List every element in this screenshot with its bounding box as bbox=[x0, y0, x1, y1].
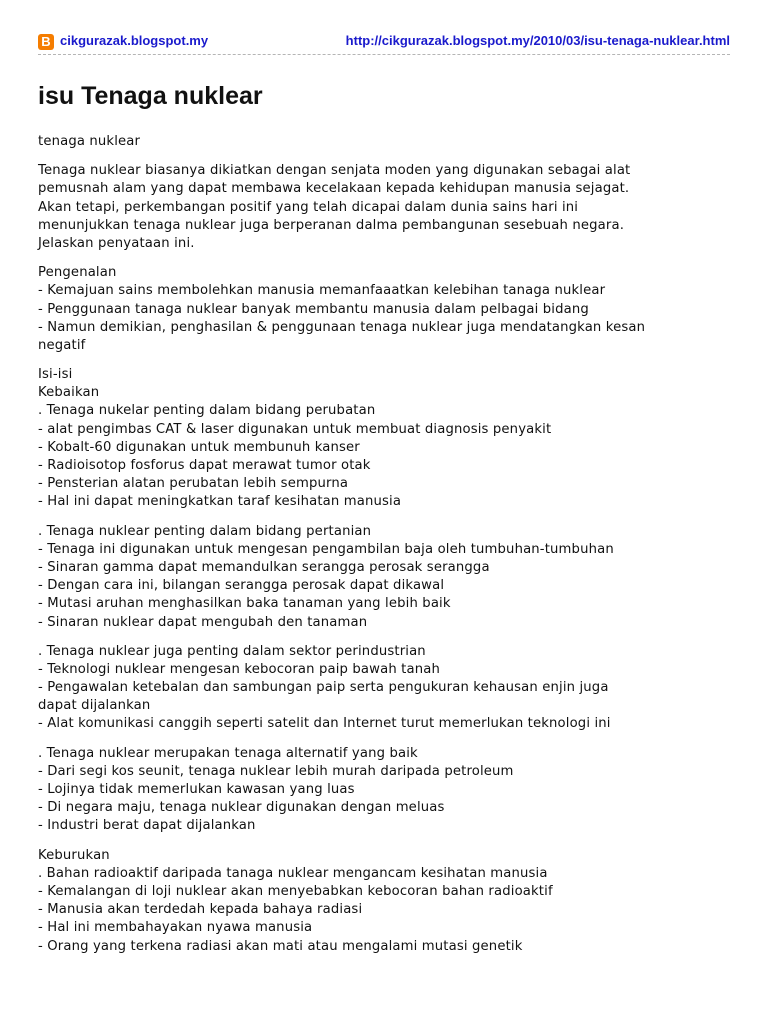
text-line: - Mutasi aruhan menghasilkan baka tanaman yang lebih baik bbox=[38, 596, 451, 612]
paragraph bbox=[38, 133, 738, 151]
text-line: - Manusia akan terdedah kepada bahaya radiasi bbox=[38, 902, 363, 918]
paragraph bbox=[38, 643, 738, 734]
text-line: - Alat komunikasi canggih seperti satelit dan Internet turut memerlukan teknologi ini bbox=[38, 716, 611, 732]
paragraph bbox=[38, 745, 738, 836]
text-line: - Kobalt-60 digunakan untuk membunuh kanser bbox=[38, 439, 360, 455]
text-line: - Hal ini dapat meningkatkan taraf kesihatan manusia bbox=[38, 494, 402, 510]
paragraph bbox=[38, 523, 738, 632]
text-line: Pengenalan bbox=[38, 265, 117, 281]
text-line: . Tenaga nukelar penting dalam bidang perubatan bbox=[38, 403, 376, 419]
page-title: isu Tenaga nuklear bbox=[38, 82, 263, 110]
text-line: Akan tetapi, perkembangan positif yang telah dicapai dalam dunia sains hari ini bbox=[38, 199, 579, 215]
text-line: - Lojinya tidak memerlukan kawasan yang luas bbox=[38, 782, 355, 797]
blogger-logo-icon: B bbox=[38, 34, 54, 50]
text-line: - Industri berat dapat dijalankan bbox=[38, 818, 256, 834]
paragraph bbox=[38, 366, 738, 512]
text-line: - Tenaga ini digunakan untuk mengesan pengambilan baja oleh tumbuhan-tumbuhan bbox=[38, 541, 614, 557]
text-line: - Sinaran gamma dapat memandulkan serangga perosak serangga bbox=[38, 559, 490, 575]
page-header bbox=[38, 32, 730, 55]
paragraph bbox=[38, 847, 738, 956]
text-line: . Tenaga nuklear merupakan tenaga alternatif yang baik bbox=[38, 745, 418, 761]
text-line: - Teknologi nuklear mengesan kebocoran paip bawah tanah bbox=[38, 661, 440, 677]
text-line: dapat dijalankan bbox=[38, 698, 151, 714]
text-line: menunjukkan tenaga nuklear juga berperanan dalma pembangunan sesebuah negara. bbox=[38, 217, 625, 233]
site-link[interactable]: cikgurazak.blogspot.my bbox=[60, 33, 209, 48]
paragraph bbox=[38, 264, 738, 355]
text-line: - Hal ini membahayakan nyawa manusia bbox=[38, 920, 313, 936]
text-line: - Di negara maju, tenaga nuklear digunakan dengan meluas bbox=[38, 800, 445, 816]
text-line: - Penggunaan tanaga nuklear banyak membantu manusia dalam pelbagai bidang bbox=[38, 301, 589, 317]
text-line: pemusnah alam yang dapat membawa kecelakaan kepada kehidupan manusia sejagat. bbox=[38, 181, 630, 197]
text-line: - Dari segi kos seunit, tenaga nuklear lebih murah daripada petroleum bbox=[38, 763, 514, 779]
post-url-link[interactable]: http://cikgurazak.blogspot.my/2010/03/isu-tenaga-nuklear.html bbox=[345, 33, 730, 48]
text-line: . Tenaga nuklear penting dalam bidang pertanian bbox=[38, 523, 372, 539]
article-body bbox=[38, 133, 738, 967]
text-line: - alat pengimbas CAT & laser digunakan untuk membuat diagnosis penyakit bbox=[38, 421, 552, 437]
text-line: negatif bbox=[38, 337, 86, 353]
text-line: - Kemajuan sains membolehkan manusia memanfaaatkan kelebihan tanaga nuklear bbox=[38, 283, 606, 299]
text-line: - Pensterian alatan perubatan lebih sempurna bbox=[38, 476, 349, 492]
text-line: - Namun demikian, penghasilan & penggunaan tenaga nuklear juga mendatangkan kesan bbox=[38, 319, 646, 335]
text-line: Tenaga nuklear biasanya dikiatkan dengan senjata moden yang digunakan sebagai alat bbox=[38, 163, 631, 179]
text-line: - Dengan cara ini, bilangan serangga perosak dapat dikawal bbox=[38, 578, 445, 594]
text-line: - Pengawalan ketebalan dan sambungan paip serta pengukuran kehausan enjin juga bbox=[38, 680, 609, 696]
text-line: - Orang yang terkena radiasi akan mati atau mengalami mutasi genetik bbox=[38, 938, 523, 954]
text-line: Isi-isi bbox=[38, 367, 73, 383]
text-line: . Bahan radioaktif daripada tanaga nuklear mengancam kesihatan manusia bbox=[38, 865, 548, 881]
text-line: - Sinaran nuklear dapat mengubah den tanaman bbox=[38, 614, 368, 630]
text-line: - Radioisotop fosforus dapat merawat tumor otak bbox=[38, 458, 371, 473]
text-line: Jelaskan penyataan ini. bbox=[38, 235, 195, 251]
paragraph bbox=[38, 162, 738, 253]
text-line: - Kemalangan di loji nuklear akan menyebabkan kebocoran bahan radioaktif bbox=[38, 883, 553, 899]
text-line: Kebaikan bbox=[38, 385, 100, 401]
text-line: Keburukan bbox=[38, 847, 110, 863]
text-line: . Tenaga nuklear juga penting dalam sektor perindustrian bbox=[38, 643, 426, 659]
text-line: tenaga nuklear bbox=[38, 134, 141, 149]
